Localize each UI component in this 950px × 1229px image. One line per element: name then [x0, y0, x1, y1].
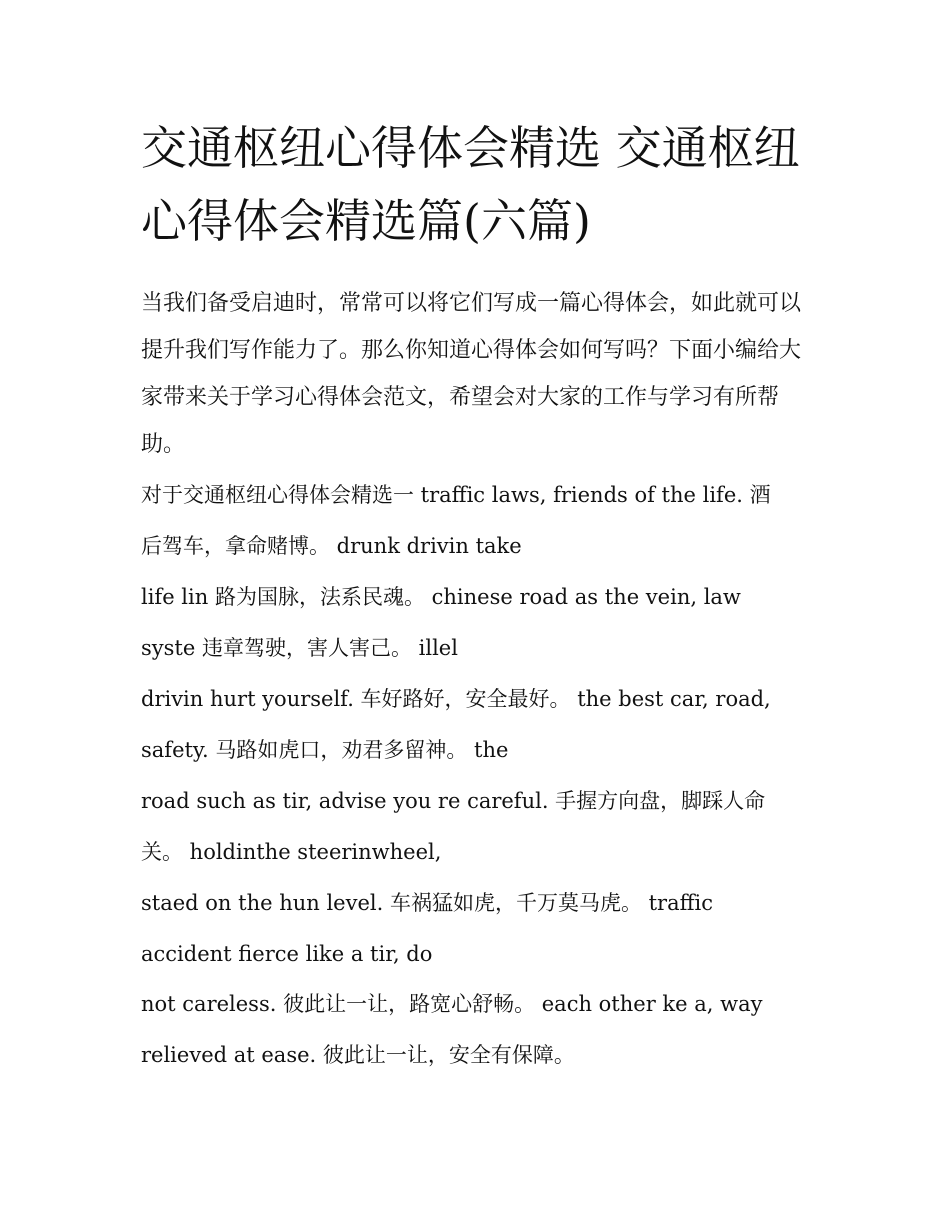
body-line: life lin 路为国脉，法系民魂。 chinese road as the vein, law	[141, 585, 741, 609]
body-line: syste 违章驾驶，害人害己。 illel	[141, 636, 458, 660]
slogan-paragraph	[141, 470, 821, 1081]
body-line: road such as tir, advise you re careful. 手握方向盘，脚踩人命	[141, 789, 766, 813]
body-line: relieved at ease. 彼此让一让，安全有保障。	[141, 1043, 575, 1067]
body-line: accident fierce like a tir, do	[141, 942, 433, 966]
body-line: 关。 holdinthe steerinwheel,	[141, 840, 442, 864]
intro-paragraph: 当我们备受启迪时，常常可以将它们写成一篇心得体会，如此就可以提升我们写作能力了。那么你知道心得体会如何写吗？下面小编给大家带来关于学习心得体会范文，希望会对大家的工作与学习有所帮助。	[141, 291, 802, 457]
body-line: 对于交通枢纽心得体会精选一 traffic laws, friends of the life. 酒	[141, 483, 771, 507]
body-line: safety. 马路如虎口，劝君多留神。 the	[141, 738, 509, 762]
document-content	[141, 112, 821, 1081]
document-title: 交通枢纽心得体会精选 交通枢纽心得体会精选篇(六篇)	[141, 121, 800, 248]
body-line: staed on the hun level. 车祸猛如虎，千万莫马虎。 traffic	[141, 891, 714, 915]
body-line: drivin hurt yourself. 车好路好，安全最好。 the best car, road,	[141, 687, 771, 711]
body-line: not careless. 彼此让一让，路宽心舒畅。 each other ke a, way	[141, 992, 763, 1016]
body-line: 后驾车，拿命赌博。 drunk drivin take	[141, 534, 522, 558]
